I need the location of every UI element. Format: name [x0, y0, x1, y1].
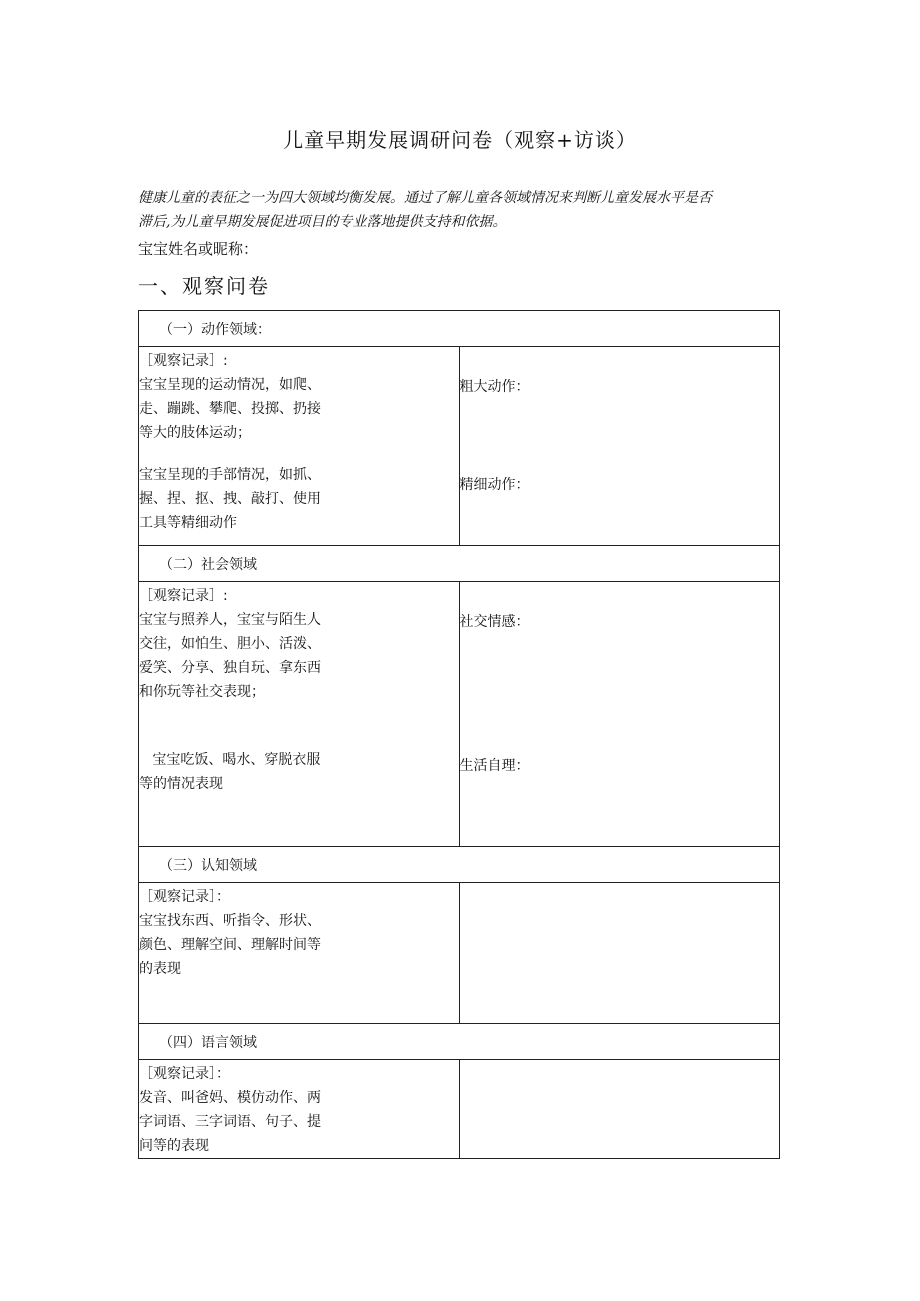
domain-heading: （三）认知领域 [139, 847, 780, 883]
answer-label: 粗大动作： [459, 379, 530, 395]
domain-heading: （四）语言领域 [139, 1024, 780, 1060]
record-text: 宝宝与照养人，宝宝与陌生人 交往，如怕生、胆小、活泼、 爱笑、分享、独自玩、拿东西 和你玩等社交表现； [139, 612, 321, 700]
observation-table [138, 310, 780, 1159]
record-text: 宝宝吃饭、喝水、穿脱衣服 等的情况表现 [139, 752, 321, 792]
record-cell [139, 883, 460, 1024]
baby-name-label: 宝宝姓名或昵称： [138, 240, 259, 258]
domain-heading-row [139, 1024, 780, 1060]
answer-cell[interactable] [459, 582, 780, 847]
record-cell [139, 582, 460, 847]
domain-heading: （一）动作领域： [139, 311, 780, 347]
domain-body-row [139, 582, 780, 847]
record-label: ［观察记录］: [139, 588, 228, 604]
record-cell [139, 1060, 460, 1159]
answer-cell[interactable] [459, 347, 780, 546]
record-label: ［观察记录］: [139, 353, 228, 369]
page-title: 儿童早期发展调研问卷（观察+访谈） [283, 128, 637, 152]
intro-paragraph [138, 186, 783, 234]
domain-heading-row [139, 546, 780, 582]
domain-heading-row [139, 311, 780, 347]
domain-body-row [139, 883, 780, 1024]
answer-label: 生活自理： [459, 758, 530, 774]
domain-body-row [139, 1060, 780, 1159]
record-clip [139, 1062, 459, 1158]
record-label: ［观察记录］： [139, 1066, 230, 1082]
record-text: 宝宝找东西、听指令、形状、 颜色、理解空间、理解时间等 的表现 [139, 913, 321, 977]
domain-heading: （二）社会领域 [139, 546, 780, 582]
domain-body-row [139, 347, 780, 546]
intro-line: 滞后,为儿童早期发展促进项目的专业落地提供支持和依据。 [138, 214, 507, 230]
section-title: 一、观察问卷 [138, 274, 270, 298]
intro-line: 健康儿童的表征之一为四大领域均衡发展。通过了解儿童各领域情况来判断儿童发展水平是否 [138, 190, 712, 206]
answer-label: 社交情感： [459, 614, 530, 630]
record-cell [139, 347, 460, 546]
domain-heading-row [139, 847, 780, 883]
answer-cell[interactable] [459, 1060, 780, 1159]
record-text: 宝宝呈现的手部情况，如抓、 握、捏、抠、拽、敲打、使用 工具等精细动作 [139, 467, 321, 531]
record-text: 宝宝呈现的运动情况，如爬、 走、蹦跳、攀爬、投掷、扔接 等大的肢体运动； [139, 377, 321, 441]
answer-cell[interactable] [459, 883, 780, 1024]
record-text: 发音、叫爸妈、模仿动作、两 字词语、三字词语、句子、提 问等的表现 [139, 1090, 321, 1154]
answer-label: 精细动作： [459, 477, 530, 493]
record-label: ［观察记录］： [139, 889, 230, 905]
